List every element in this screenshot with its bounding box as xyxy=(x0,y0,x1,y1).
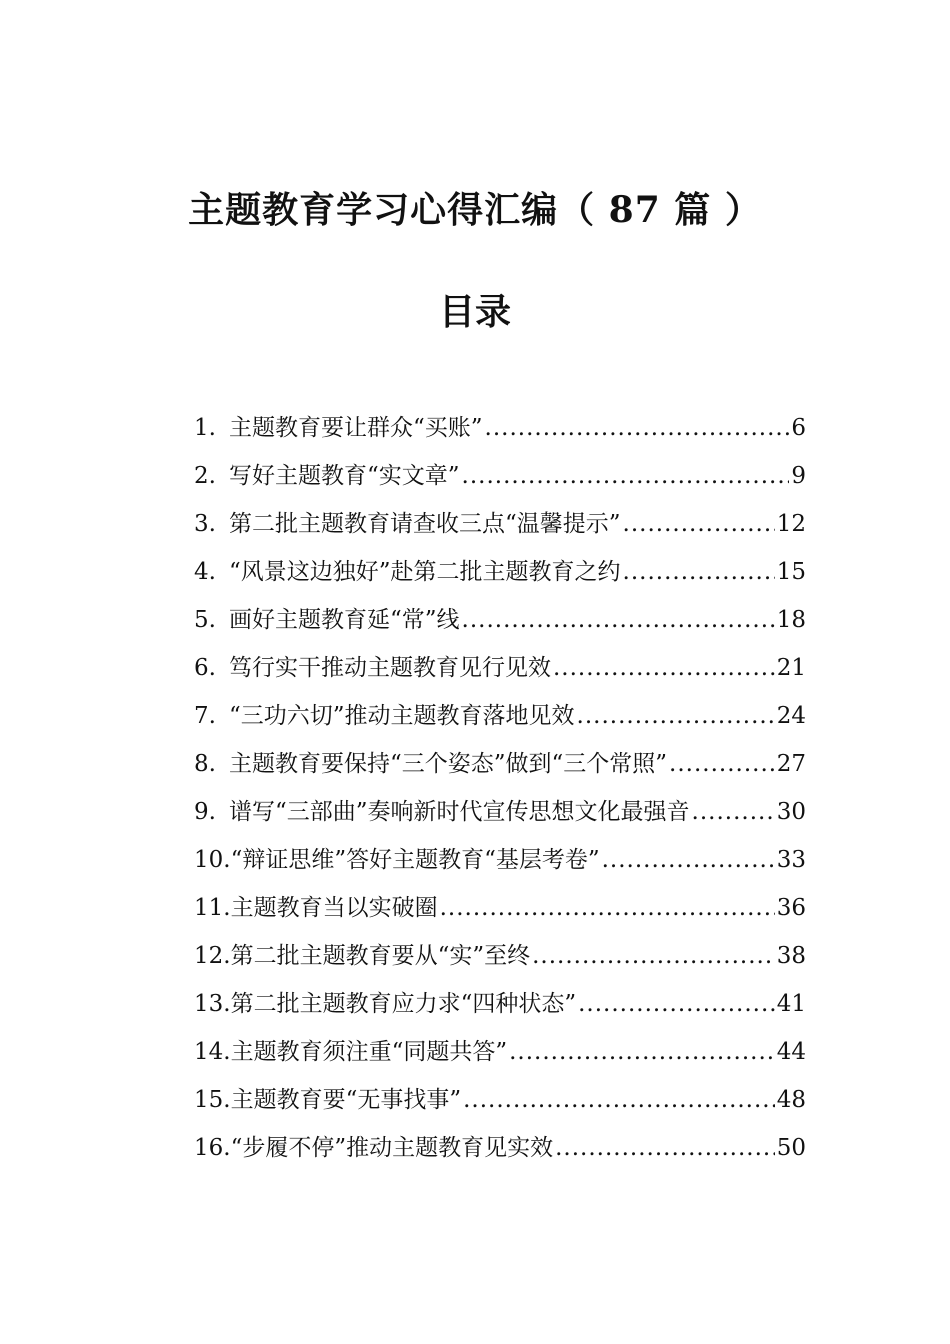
toc-entry-number: 7. xyxy=(194,703,216,729)
toc-entry[interactable] xyxy=(194,548,806,596)
toc-entry-title[interactable]: 主题教育当以实破圈 xyxy=(230,895,438,921)
toc-entry[interactable] xyxy=(194,692,806,740)
toc-entry-title[interactable]: “风景这边独好”赴第二批主题教育之约 xyxy=(229,559,621,585)
toc-entry[interactable] xyxy=(194,1124,806,1172)
toc-entry-page[interactable]: 24 xyxy=(776,703,806,729)
toc-entry-title[interactable]: 谱写“三部曲”奏响新时代宣传思想文化最强音 xyxy=(229,799,690,825)
toc-entry-title[interactable]: “步履不停”推动主题教育见实效 xyxy=(230,1135,554,1161)
toc-entry[interactable] xyxy=(194,644,806,692)
toc-dot-leader xyxy=(602,836,775,884)
toc-dot-leader xyxy=(462,452,790,500)
toc-dot-leader xyxy=(692,788,775,836)
toc-entry-number: 5. xyxy=(194,607,216,633)
toc-dot-leader xyxy=(623,500,775,548)
toc-entry[interactable] xyxy=(194,740,806,788)
toc-entry-number: 1. xyxy=(194,415,216,441)
toc-entry-page[interactable]: 6 xyxy=(791,415,806,441)
document-title: 主题教育学习心得汇编（ 87 篇 ） xyxy=(188,189,762,231)
toc-entry[interactable] xyxy=(194,788,806,836)
toc-entry[interactable] xyxy=(194,500,806,548)
toc-dot-leader xyxy=(555,1124,775,1172)
toc-entry-number: 13. xyxy=(194,991,231,1017)
toc-entry-title[interactable]: 笃行实干推动主题教育见行见效 xyxy=(229,655,551,681)
toc-entry-page[interactable]: 38 xyxy=(776,943,806,969)
toc-entry-page[interactable]: 9 xyxy=(791,463,806,489)
toc-entry[interactable] xyxy=(194,452,806,500)
toc-entry-page[interactable]: 21 xyxy=(776,655,806,681)
toc-entry-title[interactable]: “三功六切”推动主题教育落地见效 xyxy=(229,703,575,729)
toc-entry[interactable] xyxy=(194,1028,806,1076)
toc-entry-page[interactable]: 50 xyxy=(776,1135,806,1161)
toc-entry-page[interactable]: 41 xyxy=(776,991,806,1017)
toc-entry-page[interactable]: 48 xyxy=(776,1087,806,1113)
toc-dot-leader xyxy=(462,596,775,644)
toc-dot-leader xyxy=(623,548,775,596)
toc-entry[interactable] xyxy=(194,596,806,644)
toc-entry[interactable] xyxy=(194,932,806,980)
toc-entry-page[interactable]: 33 xyxy=(776,847,806,873)
toc-entry-page[interactable]: 15 xyxy=(776,559,806,585)
toc-dot-leader xyxy=(440,884,775,932)
toc-entry[interactable] xyxy=(194,884,806,932)
toc-entry-page[interactable]: 30 xyxy=(776,799,806,825)
toc-entry[interactable] xyxy=(194,404,806,452)
toc-dot-leader xyxy=(532,932,775,980)
toc-entry-page[interactable]: 18 xyxy=(776,607,806,633)
toc-entry-number: 12. xyxy=(194,943,231,969)
toc-entry-title[interactable]: 写好主题教育“实文章” xyxy=(229,463,460,489)
toc-entry-number: 10. xyxy=(194,847,231,873)
toc-dot-leader xyxy=(509,1028,775,1076)
toc-dot-leader xyxy=(577,692,775,740)
toc-dot-leader xyxy=(669,740,775,788)
toc-entry-number: 9. xyxy=(194,799,216,825)
toc-entry-number: 6. xyxy=(194,655,216,681)
toc-dot-leader xyxy=(485,404,790,452)
toc-dot-leader xyxy=(553,644,775,692)
toc-entry-number: 3. xyxy=(194,511,216,537)
toc-dot-leader xyxy=(463,1076,775,1124)
table-of-contents xyxy=(194,404,806,1172)
toc-entry-number: 11. xyxy=(194,895,231,921)
toc-entry-title[interactable]: 画好主题教育延“常”线 xyxy=(229,607,460,633)
toc-entry-number: 4. xyxy=(194,559,216,585)
toc-entry-number: 16. xyxy=(194,1135,231,1161)
toc-entry-title[interactable]: “辩证思维”答好主题教育“基层考卷” xyxy=(230,847,600,873)
toc-entry[interactable] xyxy=(194,980,806,1028)
toc-entry-page[interactable]: 36 xyxy=(776,895,806,921)
toc-entry-number: 14. xyxy=(194,1039,231,1065)
toc-entry-page[interactable]: 27 xyxy=(776,751,806,777)
toc-entry-title[interactable]: 主题教育要让群众“买账” xyxy=(229,415,483,441)
toc-entry-number: 2. xyxy=(194,463,216,489)
toc-entry-page[interactable]: 44 xyxy=(776,1039,806,1065)
toc-entry-title[interactable]: 主题教育须注重“同题共答” xyxy=(230,1039,508,1065)
toc-dot-leader xyxy=(578,980,775,1028)
toc-entry-title[interactable]: 主题教育要“无事找事” xyxy=(230,1087,462,1113)
toc-entry-title[interactable]: 第二批主题教育请查收三点“温馨提示” xyxy=(229,511,621,537)
toc-heading: 目录 xyxy=(438,291,511,333)
toc-entry-number: 8. xyxy=(194,751,216,777)
toc-entry-page[interactable]: 12 xyxy=(776,511,806,537)
toc-entry[interactable] xyxy=(194,836,806,884)
toc-entry[interactable] xyxy=(194,1076,806,1124)
toc-entry-title[interactable]: 第二批主题教育要从“实”至终 xyxy=(230,943,531,969)
toc-entry-title[interactable]: 主题教育要保持“三个姿态”做到“三个常照” xyxy=(229,751,668,777)
toc-entry-title[interactable]: 第二批主题教育应力求“四种状态” xyxy=(230,991,577,1017)
toc-entry-number: 15. xyxy=(194,1087,231,1113)
